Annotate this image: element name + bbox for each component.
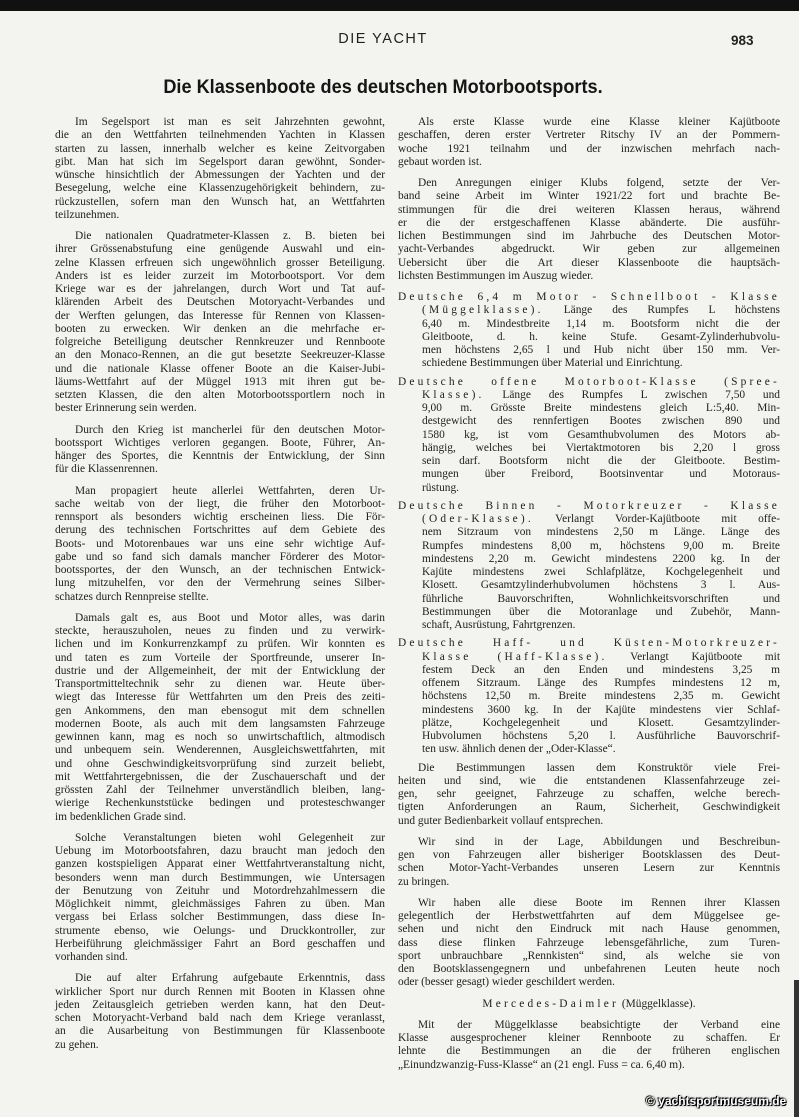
text-line: schaft, Ausrüstung, Fahrtgrenzen. <box>422 619 576 631</box>
text-line: Die nationalen Quadratmeter-Klassen z. B. bieten bei <box>75 230 385 242</box>
text-line: und unbequem sein. Wenderennen, Ausgleichswettfahrten, mit <box>55 744 385 757</box>
text-line: bootssport Wichtiges verloren gegangen. Boote, Führer, An- <box>55 436 385 449</box>
text-line: steckte, herauszuholen, neues zu finden und zu verwirk- <box>55 625 385 637</box>
text-line: Solche Veranstaltungen bieten wohl Gelegenheit zur <box>75 831 385 844</box>
class-name: Klasse (Haff-Klasse). <box>422 650 608 663</box>
class-name: (Müggelklasse). <box>422 304 544 317</box>
text-line <box>398 304 780 317</box>
text-line: men höchstens 2,65 l und Hub nicht über 150 mm. Ver- <box>422 344 780 356</box>
text-line: mindestens 2,20 m. Gewicht mindestens 2200 kg. In der <box>422 552 780 565</box>
page-number: 983 <box>731 33 754 48</box>
paragraph <box>55 424 385 477</box>
text-line: Klosett. Gesamtzylinderhubvolumen höchstens 3 l. Aus- <box>422 579 780 592</box>
text-line: führliche Bauvorschriften, Wohnlichkeitsvorschriften und <box>422 592 780 605</box>
text-line: gebaut worden ist. <box>398 155 482 168</box>
class-heading-text: Deutsche Binnen - Motorkreuzer - Klasse <box>398 499 780 512</box>
scan-top-border <box>0 0 799 11</box>
text-line: nem Sitzraum von mindestens 2,50 m Länge. Länge des <box>422 526 780 539</box>
text-line: gibt. Man hat sich im Segelsport daran gewöhnt, Sonder- <box>55 155 385 168</box>
paragraph <box>55 230 385 416</box>
paragraph <box>398 177 780 283</box>
class-entry <box>398 637 780 756</box>
text-line: höchstens 12,50 m. Breite mindestens 2,35 m. Gewicht <box>422 690 780 703</box>
text-line: derung des technischen Fortschrittes auf dem Gebiete des <box>55 524 385 537</box>
paragraph <box>55 972 385 1052</box>
text-line: sache weitab von der liegt, die früher den Motorboot- <box>55 497 385 510</box>
text-line: modernen Boote, als auch mit dem langsamsten Fahrzeuge <box>55 717 385 730</box>
text-line: den Bootsklassengegnern und unbefahrenen Leuten heute noch <box>398 963 780 975</box>
class-heading-text: Deutsche 6,4 m Motor - Schnellboot - Klasse <box>398 291 780 303</box>
paragraph <box>55 485 385 604</box>
text-line: Im Segelsport ist man es seit Jahrzehnten gewohnt, <box>75 116 385 128</box>
text-line: schen Motoryacht-Verband bald nach dem Kriege veranlasst, <box>55 1012 385 1024</box>
text-line: Wir sind in der Lage, Abbildungen und Beschreibun- <box>418 835 780 848</box>
paragraph <box>398 897 780 990</box>
text-line: tigten Anforderungen an Raum, Sicherheit, Geschwindigkeit <box>398 801 780 814</box>
text-line: Uebung im Motorbootsfahren, dazu braucht man jedoch den <box>55 845 385 857</box>
text-line: zu bringen. <box>398 875 450 888</box>
text-line: rüstung. <box>422 481 460 494</box>
text-line: Hubvolumen höchstens 5,20 l. Ausführliche Bauvorschrif- <box>422 730 780 742</box>
paragraph <box>398 836 780 889</box>
text-line: gen, sehr geeignet, Fahrzeuge zu schaffen, welche berech- <box>398 788 780 800</box>
text-line: der Werften gelungen, das Interesse für Rennen von Klassen- <box>55 309 385 322</box>
text-line: booten zu erwecken. Wir denken an die mehrfache er- <box>55 322 385 335</box>
text-line: destgewicht des rennfertigen Bootes zwischen 890 und <box>422 415 780 428</box>
text-line: Damals galt es, aus Boot und Motor alles, was darin <box>75 611 385 624</box>
class-text: Verlangt Vorder-Kajütboote mit offe- <box>533 513 780 525</box>
text-line: „Einundzwanzig-Fuss-Klasse“ an (21 engl. Fuss = ca. 6,40 m). <box>398 1058 685 1071</box>
text-line: sport unbrauchbare „Rennkisten“ sind, als welche sie von <box>398 949 780 962</box>
text-line: Herbeiführung gleichmässiger Fahrt an Bord geschaffen und <box>55 937 385 950</box>
text-line: band seine Arbeit im Winter 1921/22 fort und brachte Be- <box>398 190 780 203</box>
text-line: und ohne Geschwindigkeitsvorprüfung sind zurzeit beliebt, <box>55 757 385 770</box>
class-name: Klasse). <box>422 388 485 401</box>
paragraph <box>55 116 385 222</box>
text-line: wiegt das Interesse für Wettfahrten um den Preis des zeiti- <box>55 691 385 704</box>
text-line: rennsport als besonders wichtig erscheinen liess. Die För- <box>55 511 385 523</box>
text-line <box>398 513 780 526</box>
text-line: vergass bei Erlass solcher Bestimmungen, dass diese In- <box>55 911 385 924</box>
class-name: (Oder-Klasse). <box>422 513 534 525</box>
scan-edge-shadow <box>794 980 799 1117</box>
text-line: Anders ist es leider zurzeit im Motorbootsport. Vor dem <box>55 269 385 282</box>
text-line: Durch den Krieg ist mancherlei für den deutschen Motor- <box>75 423 385 436</box>
text-line: gen von Fahrzeugen aller bisheriger Bootsklassen des Deut- <box>398 849 780 861</box>
class-entry <box>398 376 780 495</box>
text-line: Transportmitteltechnik sehr zu dienen war. Heute über- <box>55 678 385 690</box>
text-line: er die der erstgeschaffenen Klasse abänderte. Die ausführ- <box>398 216 780 229</box>
text-line: festem Deck an den Enden und mindestens 3,25 m <box>422 663 780 676</box>
text-line: wünsche hinsichtlich der Abmessungen der Yachten und der <box>55 169 385 181</box>
paragraph <box>55 832 385 965</box>
text-line: mungen über Freibord, Bootsinventar und Motoraus- <box>422 468 780 481</box>
text-line: besonders wenn man durch Bestimmungen, wie Untersagen <box>55 871 385 884</box>
class-text: Verlangt Kajütboote mit <box>607 650 780 663</box>
text-line: ganzen kostspieligen Apparat einer Wettfahrtveranstaltung nicht, <box>55 858 385 871</box>
class-heading <box>398 291 780 304</box>
text-line: gen Ankommens, den man ebensogut mit dem schnellen <box>55 704 385 717</box>
text-line: Bestimmungen über die Motoranlage und Zubehör, Mann- <box>422 605 780 618</box>
text-line: Kajüte mindestens zwei Schlafplätze, Kochgelegenheit und <box>422 566 780 578</box>
text-line: mindestens 3600 kg. In der Kajüte mindestens vier Schlaf- <box>422 703 780 716</box>
text-line <box>398 389 780 402</box>
class-heading <box>398 637 780 650</box>
text-line: 6,40 m. Mindestbreite 1,14 m. Bootsform nicht die der <box>422 317 780 330</box>
text-line: sehen und nicht den Eindruck mit nach Hause genommen, <box>398 923 780 936</box>
text-line: zu gehen. <box>55 1038 99 1051</box>
text-line: Die auf alter Erfahrung aufgebaute Erkenntnis, dass <box>75 972 385 985</box>
class-entry <box>398 291 780 371</box>
text-line: im bedenklichen Grade sind. <box>55 810 186 823</box>
text-line: bootssportes, der den Wunsch, an der technischen Entwick- <box>55 564 385 576</box>
text-line: Klasse ausgesprochener kleiner Rennboote zu schaffen. Er <box>398 1032 780 1044</box>
text-line: schiedene Bestimmungen über Material und Einrichtung. <box>422 357 683 370</box>
text-line: bester Erinnerung sein werden. <box>55 402 197 415</box>
text-line: oder (besser gesagt) wieder geschildert werden. <box>398 976 615 989</box>
text-line: plätze, Kochgelegenheit und Klosett. Gesamtzylinder- <box>422 716 780 729</box>
text-line: rückzustellen, sofern man den Wunsch hat, an Wettfahrten <box>55 195 385 208</box>
text-line: Möglichkeit nimmt, gleichmässiges Fahren zu üben. Man <box>55 898 385 910</box>
class-entry <box>398 500 780 633</box>
text-line: läums-Wettfahrt auf der Müggel 1913 mit ihren gut be- <box>55 375 385 388</box>
text-line: und guter Bedienbarkeit vollauf entsprechen. <box>398 814 604 827</box>
text-line: und die nationale Klasse offener Boote an die Kaiser-Jubi- <box>55 362 385 375</box>
text-line: der Benutzung von Zeituhr und Motordrehzahlmessern die <box>55 884 385 897</box>
text-line: Besegelung, welche eine Klassenzugehörigkeit behindern, zu- <box>55 182 385 195</box>
text-line: Mit der Müggelklasse beabsichtigte der Verband eine <box>418 1018 780 1031</box>
text-line: dustrie und der Allgemeinheit, der mit der Entwicklung der <box>55 664 385 677</box>
text-line: lichen Bestimmungen sind im Jahrbuche des Deutschen Motor- <box>398 230 780 242</box>
text-line: ihrer Grössenabstufung eine genügende Auswahl und ein- <box>55 243 385 256</box>
text-line: yacht-Verbandes abgedruckt. Wir geben zur allgemeinen <box>398 243 780 256</box>
text-line: grössten Zahl der Teilnehmer unverständlich bleiben, lang- <box>55 784 385 796</box>
text-line: teilzunehmen. <box>55 208 120 221</box>
text-line: vorhanden sind. <box>55 951 128 963</box>
text-line: 1580 kg, ist vom Gesamthubvolumen des Motors ab- <box>422 428 780 441</box>
text-line: wirklicher Sport nur durch Rennen mit Booten in Klassen ohne <box>55 985 385 998</box>
class-text: Länge des Rumpfes L höchstens <box>543 304 780 317</box>
text-line: schen Motor-Yacht-Verbandes unseren Lesern zur Kenntnis <box>398 862 780 875</box>
right-column <box>398 116 780 1080</box>
text-line: folgreiche Beteiligung deutscher Rennkreuzer und Rennboote <box>55 336 385 348</box>
text-line: Rumpfes mindestens 8,00 m, höchstens 9,00 m. Breite <box>422 539 780 552</box>
text-line: an die Ausarbeitung von Bestimmungen für Klassenboote <box>55 1025 385 1038</box>
class-text: Länge des Rumpfes L zwischen 7,50 und <box>484 388 780 401</box>
text-line: wierige Rechenkunststücke bedingen und protesteschwanger <box>55 797 385 810</box>
paragraph <box>55 612 385 824</box>
text-line: gelegentlich der Herbstwettfahrten auf dem Müggelsee ge- <box>398 910 780 922</box>
text-line: 9,00 m. Grösste Breite mindestens gleich L:5,40. Min- <box>422 402 780 414</box>
text-line: jeden Zeitausgleich getrieben werden kann, hat den Deut- <box>55 998 385 1011</box>
section-subheading: Mercedes-Daimler (Müggelklasse). <box>482 997 696 1010</box>
text-line: lehnte die Bestimmungen an die der früheren englischen <box>398 1045 780 1058</box>
text-line: strumente ebenso, wie Oelungs- und Druckkontroller, zur <box>55 924 385 937</box>
text-line: offenem Sitzraum. Länge des Rumpfes mindestens 12 m, <box>422 677 780 689</box>
text-line: setzten Klassen, die den alten Motorbootssportlern noch in <box>55 389 385 401</box>
left-column <box>55 116 385 1060</box>
text-line: Kriege war es der jahrelangen, durch Wort und Tat auf- <box>55 283 385 295</box>
text-line: lichsten Bestimmungen im Auszug wieder. <box>398 269 594 282</box>
text-line: für die Klassenrennen. <box>55 463 158 476</box>
text-line: woche 1921 teilnahm und der inzwischen mehrfach nach- <box>398 142 780 155</box>
text-line: an den Monaco-Rennen, an die gut besetzte Seekreuzer-Klasse <box>55 349 385 362</box>
text-line: Man propagiert heute allerlei Wettfahrten, deren Ur- <box>75 484 385 497</box>
text-line: die an den Wettfahrten teilnehmenden Yachten in Klassen <box>55 129 385 142</box>
text-line: mit Wettfahrtergebnissen, die der Zuschauerschaft und der <box>55 770 385 783</box>
text-line: Den Anregungen einiger Klubs folgend, setzte der Ver- <box>418 177 780 189</box>
text-line: Gleitboote, d. h. keine Stufe. Gesamt-Zylinderhubvolu- <box>422 330 780 343</box>
class-heading-text: Deutsche Haff- und Küsten-Motorkreuzer- <box>398 637 780 650</box>
text-line: geschaffen, deren erster Vertreter Ritschy IV an der Pommern- <box>398 129 780 142</box>
text-line <box>398 651 780 664</box>
text-line: lichen und im Konkurrenzkampf zu prüfen. Wir konnten es <box>55 638 385 651</box>
paragraph <box>398 116 780 169</box>
text-line: gewinnen kann, mag es noch so unwirtschaftlich, altmodisch <box>55 731 385 743</box>
paragraph <box>398 762 780 828</box>
paragraph <box>398 1019 780 1072</box>
text-line: lung mitzuhelfen, vor den der Vermehrung seines Silber- <box>55 577 385 590</box>
text-line: stimmungen für die drei weiteren Klassen heraus, während <box>398 203 780 216</box>
text-line: dass diese flinken Fahrzeuge lebensgefährliche, zum Turen- <box>398 936 780 949</box>
class-heading <box>398 500 780 513</box>
text-line: schatzes durch Rennpreise stellte. <box>55 590 209 603</box>
text-line: sein darf. Bootsform nicht die der Gleitboote. Bestim- <box>422 455 780 467</box>
text-line: ten usw. ähnlich denen der „Oder-Klasse“. <box>422 743 616 756</box>
text-line: klärenden Arbeit des Deutschen Motoryacht-Verbandes und <box>55 296 385 309</box>
text-line: Als erste Klasse wurde eine Klasse kleiner Kajütboote <box>418 116 780 128</box>
text-line: gabe und so fand sich damals mancher Förderer des Motor- <box>55 550 385 563</box>
running-title: DIE YACHT <box>338 31 428 47</box>
article-title: Die Klassenboote des deutschen Motorbootsports. <box>163 76 603 98</box>
text-line: zelne Klassen erfreuen sich ungewöhnlich grosser Beteiligung. <box>55 256 385 269</box>
text-line: Uebersicht über die Art dieser Klassenboote die hauptsäch- <box>398 256 780 269</box>
text-line: Boots- und Motorenbaues war uns eine sehr wichtige Auf- <box>55 537 385 550</box>
text-line: und taten es zum Vorteile der Sportfreunde, unserer In- <box>55 651 385 664</box>
text-line: heiten und sind, wie die entstandenen Klassenfahrzeuge zei- <box>398 774 780 787</box>
text-line: hängig, welches bei Viertaktmotoren bis 2,20 l gross <box>422 441 780 454</box>
text-line: hänger des Sportes, die Kenntnis der Entwicklung, der Sinn <box>55 450 385 462</box>
text-line: Die Bestimmungen lassen dem Konstruktör viele Frei- <box>418 761 780 774</box>
watermark: © yachtsportmuseum.de <box>646 1094 787 1108</box>
text-line: starten zu lassen, innerhalb welcher es keine Zeitvorgaben <box>55 142 385 155</box>
class-heading-text: Deutsche offene Motorboot-Klasse (Spree- <box>398 375 780 388</box>
class-heading <box>398 376 780 389</box>
text-line: Wir haben alle diese Boote im Rennen ihrer Klassen <box>418 896 780 909</box>
